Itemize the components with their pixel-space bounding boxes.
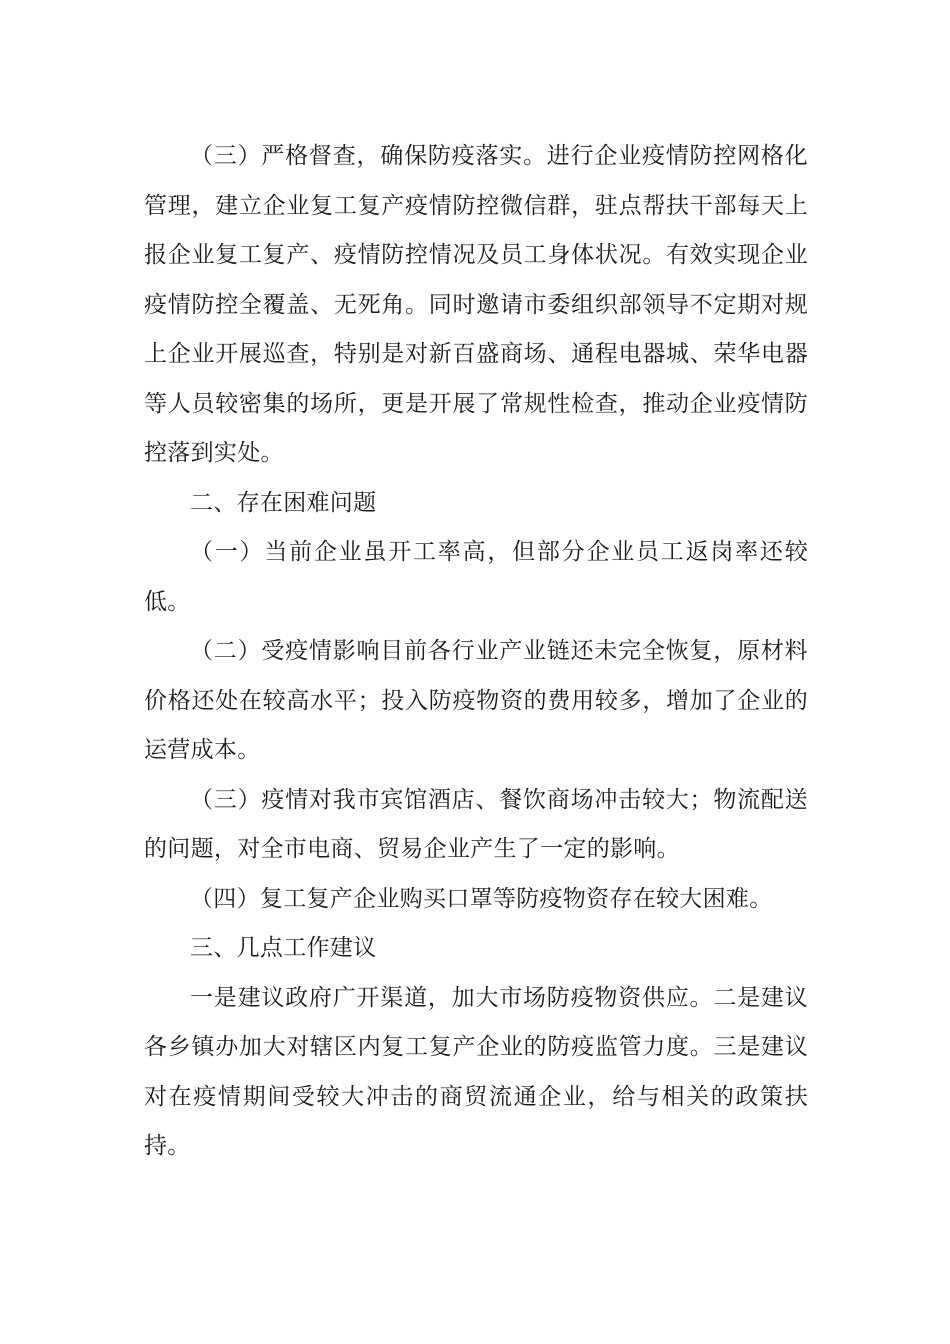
paragraph-difficulty-4: （四）复工复产企业购买口罩等防疫物资存在较大困难。 <box>190 885 773 912</box>
paragraph-suggestions: 一是建议政府广开渠道，加大市场防疫物资供应。二是建议各乡镇办加大对辖区内复工复产企业的防疫监管力度。三是建议对在疫情期间受较大冲击的商贸流通企业，给与相关的政策扶持。 <box>144 984 808 1159</box>
section-heading-suggestions: 三、几点工作建议 <box>190 935 377 961</box>
paragraph-supervision: （三）严格督查，确保防疫落实。进行企业疫情防控网格化管理，建立企业复工复产疫情防控微信群，驻点帮扶干部每天上报企业复工复产、疫情防控情况及员工身体状况。有效实现企业疫情防控全覆盖、无死角。同时邀请市委组织部领导不定期对规上企业开展巡查，特别是对新百盛商场、通程电器城、荣华电器等人员较密集的场所，更是开展了常规性检查，推动企业疫情防控落到实处。 <box>144 143 808 466</box>
paragraph-difficulty-3: （三）疫情对我市宾馆酒店、餐饮商场冲击较大；物流配送的问题，对全市电商、贸易企业产生了一定的影响。 <box>144 786 808 862</box>
paragraph-difficulty-2: （二）受疫情影响目前各行业产业链还未完全恢复，原材料价格还处在较高水平；投入防疫物资的费用较多，增加了企业的运营成本。 <box>144 638 808 763</box>
document-body <box>144 132 808 1172</box>
section-heading-difficulties: 二、存在困难问题 <box>190 489 377 516</box>
paragraph-difficulty-1: （一）当前企业虽开工率高，但部分企业员工返岗率还较低。 <box>144 539 808 615</box>
